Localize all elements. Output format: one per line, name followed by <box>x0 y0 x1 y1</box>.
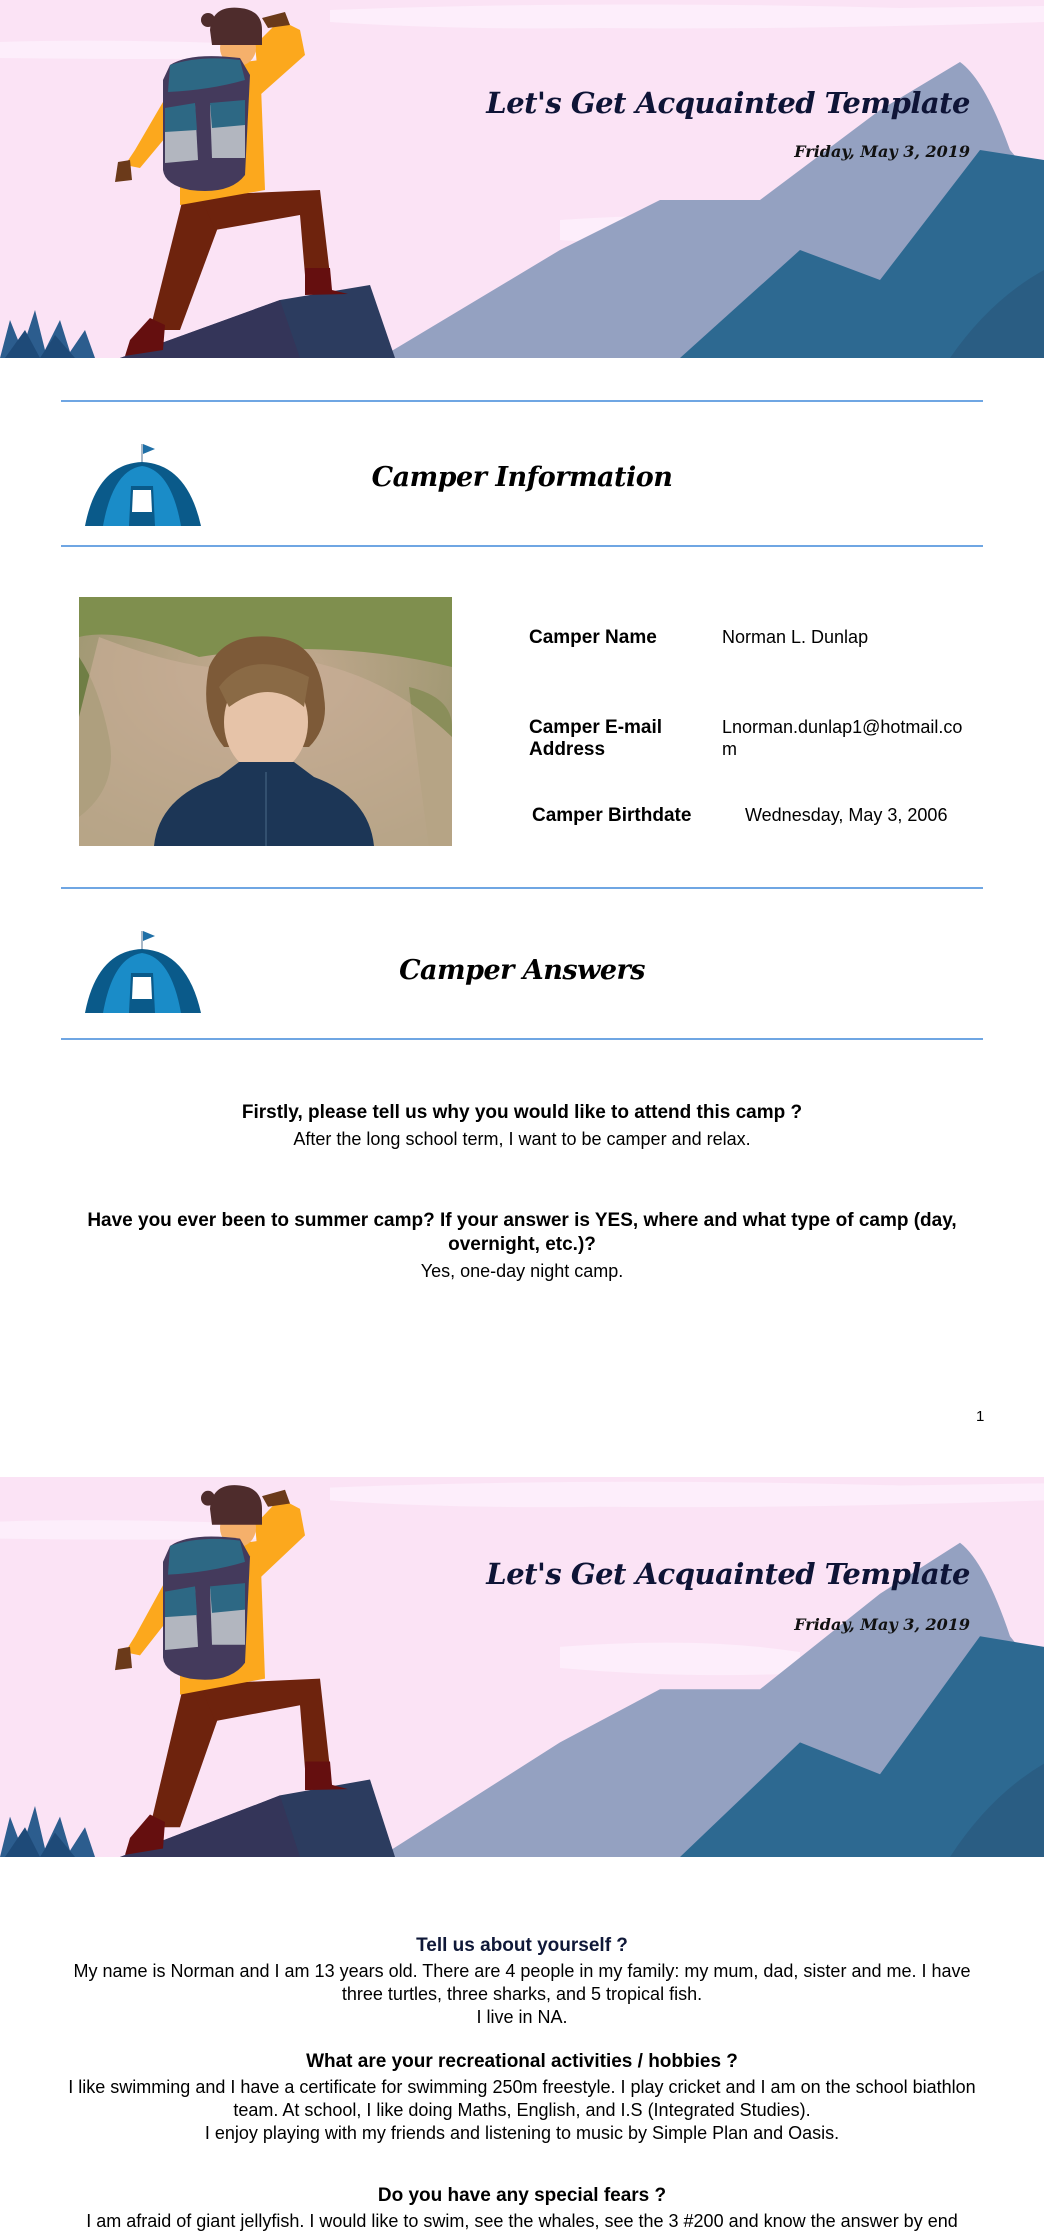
camper-answers-header <box>61 889 983 1029</box>
hiker-mountain-illustration <box>0 1477 1044 1857</box>
question-text: Have you ever been to summer camp? If your answer is YES, where and what type of camp (day, overnight, etc.)? <box>87 1210 957 1255</box>
camper-information-header <box>61 402 983 542</box>
question-text: Firstly, please tell us why you would like to attend this camp ? <box>241 1102 803 1123</box>
answer-text: Yes, one-day night camp. <box>420 1261 624 1281</box>
answer-text: I am afraid of giant jellyfish. I would like to swim, see the whales, see the 3 #200 and know the answer by end <box>86 2211 958 2231</box>
question-block <box>61 1934 983 2029</box>
camper-email-value: Lnorman.dunlap1@hotmail.com <box>722 717 963 759</box>
question-block <box>61 1209 983 1283</box>
section-divider <box>61 1038 983 1040</box>
section-title: Camper Answers <box>399 955 645 986</box>
page-number: 1 <box>976 1408 985 1425</box>
camper-photo <box>79 597 452 846</box>
hiker-mountain-illustration <box>0 0 1044 358</box>
document-title: Let's Get Acquainted Template <box>486 1557 970 1591</box>
camper-birthdate-label: Camper Birthdate <box>532 805 692 826</box>
document-date: Friday, May 3, 2019 <box>794 1615 970 1634</box>
answer-text: I live in NA. <box>476 2007 568 2027</box>
section-divider <box>61 545 983 547</box>
answer-text: My name is Norman and I am 13 years old. There are 4 people in my family: my mum, dad, sister and me. I have three turtles, three sharks, and 5 tropical fish. <box>73 1961 971 2004</box>
answer-text: I enjoy playing with my friends and listening to music by Simple Plan and Oasis. <box>204 2123 840 2143</box>
section-title: Camper Information <box>371 462 673 493</box>
answer-text: After the long school term, I want to be camper and relax. <box>293 1129 751 1149</box>
camper-name-value: Norman L. Dunlap <box>722 627 869 647</box>
question-text: Tell us about yourself ? <box>416 1935 628 1956</box>
document-date: Friday, May 3, 2019 <box>794 142 970 161</box>
header-banner <box>0 1477 1044 1857</box>
question-block <box>61 1101 983 1151</box>
header-banner <box>0 0 1044 358</box>
document-title: Let's Get Acquainted Template <box>486 86 970 120</box>
question-text: What are your recreational activities / hobbies ? <box>306 2051 738 2072</box>
answer-text: I like swimming and I have a certificate for swimming 250m freestyle. I play cricket and I am on the school biathlon team. At school, I like doing Maths, English, and I.S (Integrated Studies). <box>68 2077 976 2120</box>
question-block <box>61 2184 983 2233</box>
question-block <box>61 2050 983 2145</box>
camper-email-label: Camper E-mail Address <box>529 717 663 760</box>
camper-name-label: Camper Name <box>529 627 657 648</box>
question-text: Do you have any special fears ? <box>377 2185 667 2206</box>
camper-birthdate-value: Wednesday, May 3, 2006 <box>745 805 948 825</box>
